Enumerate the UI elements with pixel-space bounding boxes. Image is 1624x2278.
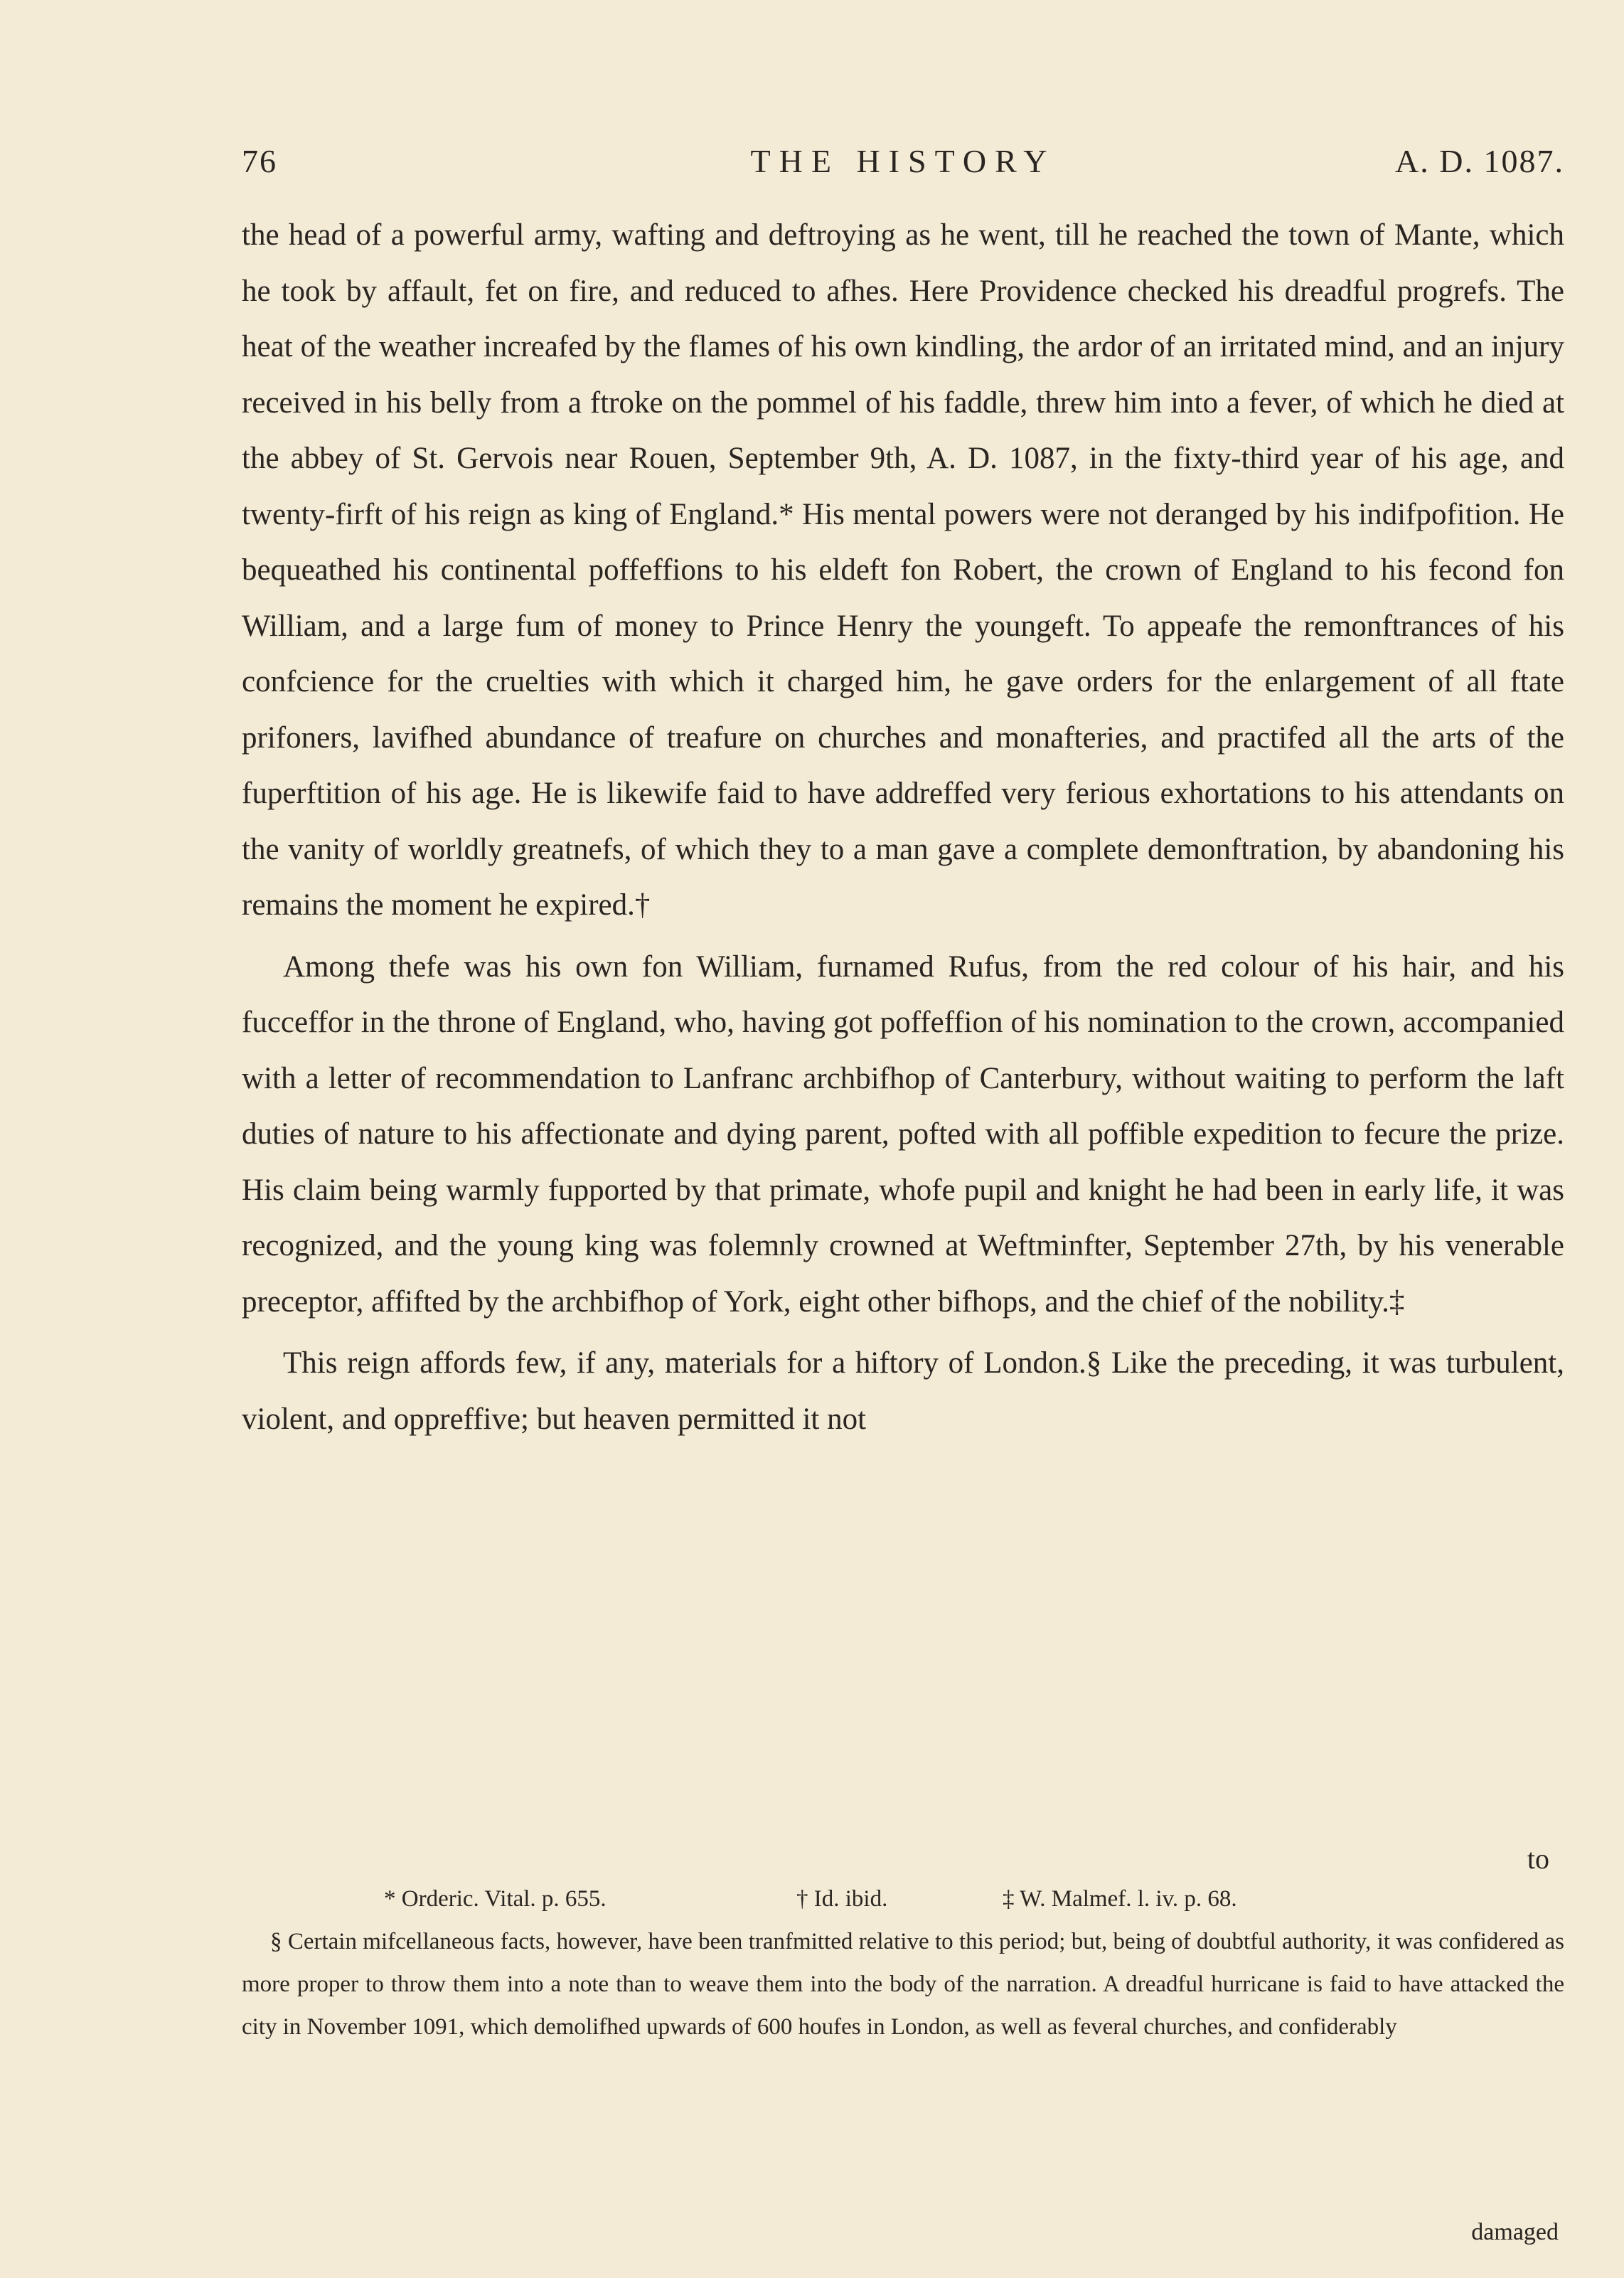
header-year: A. D. 1087. (1395, 143, 1564, 179)
running-header (242, 142, 1564, 185)
footnote: * Orderic. Vital. p. 655. (384, 1886, 607, 1912)
page-number: 76 (242, 143, 277, 179)
footnotes (242, 1878, 1564, 2048)
running-title: THE HISTORY (750, 143, 1056, 179)
catchword: to (1527, 1843, 1549, 1875)
paragraph: This reign affords few, if any, materials for a hiftory of London.§ Like the preceding, it was turbulent, violent, and oppreffive; but heaven permitted it not (242, 1346, 1564, 1436)
footnote-long: § Certain mifcellaneous facts, however, have been tranfmitted relative to this period; but, being of doubtful authority, it was confidered as more proper to throw them into a note than to weave them into the body of the narration. A dreadful hurricane is faid to have attacked the city in November 1091, which demolifhed upwards of 600 houfes in London, as well as feveral churches, and confiderably (242, 1929, 1564, 2040)
body-text (242, 208, 1564, 1447)
footnote-refs (242, 1878, 1564, 1920)
footnote: ‡ W. Malmef. l. iv. p. 68. (1003, 1886, 1237, 1912)
paragraph: Among thefe was his own fon William, furnamed Rufus, from the red colour of his hair, and his fucceffor in the throne of England, who, having got poffeffion of his nomination to the crown, accompanied with a letter of recommendation to Lanfranc archbifhop of Canterbury, without waiting to perform the laft duties of nature to his affectionate and dying parent, pofted with all poffible expedition to fecure the prize. His claim being warmly fupported by that primate, whofe pupil and knight he had been in early life, it was recognized, and the young king was folemnly crowned at Weftminfter, September 27th, by his venerable preceptor, affifted by the archbifhop of York, eight other bifhops, and the chief of the nobility.‡ (242, 949, 1564, 1319)
paragraph: the head of a powerful army, wafting and deftroying as he went, till he reached the town of Mante, which he took by affault, fet on fire, and reduced to afhes. Here Providence checked his dreadful progrefs. The heat of the weather increafed by the flames of his own kindling, the ardor of an irritated mind, and an injury received in his belly from a ftroke on the pommel of his faddle, threw him into a fever, of which he died at the abbey of St. Gervois near Rouen, September 9th, A. D. 1087, in the fixty-third year of his age, and twenty-firft of his reign as king of England.* His mental powers were not deranged by his indifpofition. He bequeathed his continental poffeffions to his eldeft fon Robert, the crown of England to his fecond fon William, and a large fum of money to Prince Henry the youngeft. To appeafe the remonftrances of his confcience for the cruelties with which it charged him, he gave orders for the enlargement of all ftate prifoners, lavifhed abundance of treafure on churches and monafteries, and practifed all the arts of the fuperftition of his age. He is likewife faid to have addreffed very ferious exhortations to his attendants on the vanity of worldly greatnefs, of which they to a man gave a complete demonftration, by abandoning his remains the moment he expired.† (242, 218, 1564, 922)
footnote: † Id. ibid. (796, 1886, 888, 1912)
footnote-catchword: damaged (1471, 2219, 1559, 2245)
